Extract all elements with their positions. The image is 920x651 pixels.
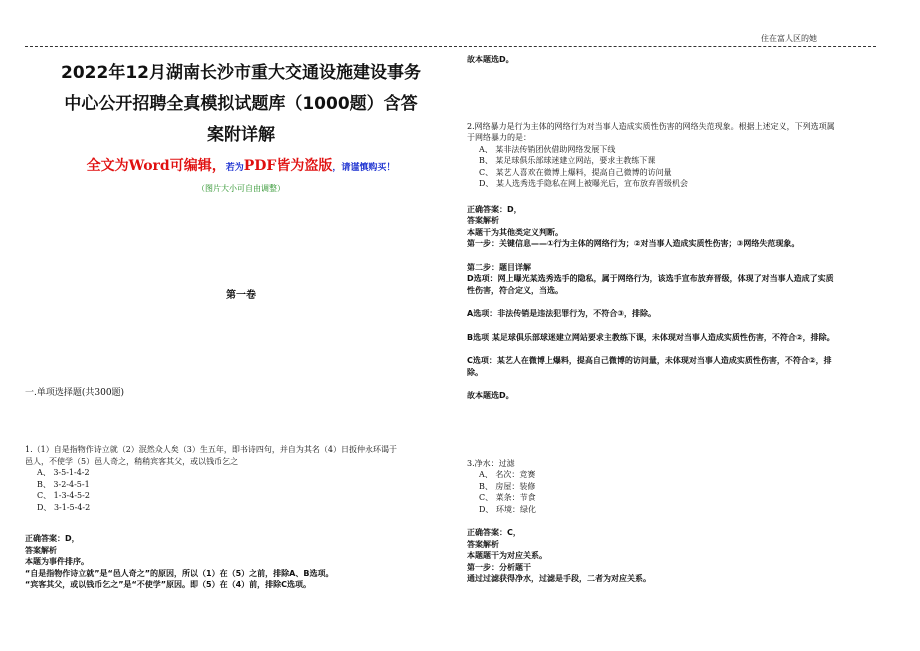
explanation-line: 本题题干为对应关系。: [467, 551, 547, 560]
page-header: [0, 0, 920, 48]
explanation-line: 除。: [467, 367, 483, 377]
correct-answer: 正确答案：D，: [467, 204, 522, 214]
analysis-label: 答案解析: [467, 216, 499, 225]
question-3: [467, 458, 897, 516]
option-c: C、 某艺人喜欢在微博上爆料，提高自己微博的访问量: [479, 167, 672, 177]
answer-block-2: [467, 204, 897, 402]
right-column: [467, 54, 897, 585]
option-d: D、 某人选秀选手隐私在网上被曝光后，宣布放弃晋级机会: [479, 179, 688, 188]
correct-answer: 正确答案：C，: [467, 528, 521, 537]
title-line: 中心公开招聘全真模拟试题库（1000题）含答: [64, 94, 418, 114]
analysis-label: 答案解析: [25, 545, 57, 555]
explanation-line: A选项：非法传销是违法犯罪行为，不符合③，排除。: [467, 309, 656, 318]
notice-pdf-pirated: PDF皆为盗版: [243, 158, 333, 174]
title-line: 案附详解: [207, 125, 275, 145]
explanation-line: 性伤害，符合定义，当选。: [467, 285, 563, 295]
section-heading: 一.单项选择题(共300题): [25, 388, 125, 398]
explanation-line: “宾客其父，或以钱币乞之”是“不使学”原因。即（5）在（4）前，排除C选项。: [25, 580, 312, 589]
explanation-line: “自是指物作诗立就”是“邑人奇之”的原因，所以（1）在（5）之前，排除A、B选项。: [25, 568, 334, 578]
notice-caution: ，请谨慎购买！: [332, 163, 396, 173]
question-stem: 邑人，不使学（5）邑人奇之，稍稍宾客其父，或以钱币乞之: [25, 456, 239, 466]
option-a: A、 名次：竞赛: [479, 470, 536, 479]
analysis-label: 答案解析: [467, 539, 499, 549]
explanation-line: B选项 某足球俱乐部球迷建立网站要求主教练下课，未体现对当事人造成实质性伤害，不符合②，排除。: [467, 332, 835, 342]
answer-block-3: [467, 527, 897, 585]
question-1: [25, 444, 457, 513]
option-b: B、 某足球俱乐部球迷建立网站，要求主教练下课: [479, 156, 656, 165]
title-line: 2022年12月湖南长沙市重大交通设施建设事务: [61, 63, 421, 83]
option-d: D、 3-1-5-4-2: [37, 502, 91, 512]
left-column: [25, 58, 457, 591]
explanation-line: C选项：某艺人在微博上爆料，提高自己微博的访问量，未体现对当事人造成实质性伤害，不符合②，排: [467, 356, 832, 365]
image-size-note: （图片大小可自由调整）: [197, 184, 285, 193]
option-b: B、 房屋：装修: [479, 481, 536, 491]
notice-if: 若为: [225, 163, 244, 173]
header-divider: [25, 46, 876, 47]
correct-answer: 正确答案：D，: [25, 534, 80, 543]
header-text: 住在富人区的她: [761, 34, 817, 43]
explanation-line: 第二步：题目详解: [467, 262, 531, 272]
explanation-line: 第一步：分析题干: [467, 562, 531, 572]
question-stem: 1.（1）自是指物作诗立就（2）泯然众人矣（3）生五年，即书诗四句，并自为其名（4）日扳仲永环谒于: [25, 445, 397, 454]
question-stem: 3.净水：过滤: [467, 458, 515, 468]
volume-heading: 第一卷: [226, 290, 256, 301]
explanation-line: 本题干为其他类定义判断。: [467, 227, 563, 237]
explanation-line: D选项：网上曝光某选秀选手的隐私，属于网络行为，该选手宣布放弃晋级，体现了对当事人造成了实质: [467, 274, 834, 283]
explanation-line: 通过过滤获得净水，过滤是手段，二者为对应关系。: [467, 574, 651, 583]
question-stem: 于网络暴力的是：: [467, 133, 531, 142]
continued-conclusion: 故本题选D。: [467, 55, 514, 64]
explanation-line: 本题为事件排序。: [25, 557, 89, 566]
option-b: B、 3-2-4-5-1: [37, 479, 90, 489]
piracy-notice: [25, 157, 457, 177]
answer-block-1: [25, 533, 457, 591]
option-a: A、 3-5-1-4-2: [37, 468, 90, 477]
notice-editable: 全文为Word可编辑，: [86, 158, 226, 174]
option-a: A、 某非法传销团伙借助网络发展下线: [479, 144, 616, 154]
question-stem: 2.网络暴力是行为主体的网络行为对当事人造成实质性伤害的网络失范现象。根据上述定义，下列选项属: [467, 121, 835, 131]
explanation-line: 第一步：关键信息——①行为主体的网络行为；②对当事人造成实质性伤害；③网络失范现象。: [467, 239, 800, 248]
document-title: [25, 58, 457, 151]
option-c: C、 菜条：节食: [479, 493, 536, 502]
option-c: C、 1-3-4-5-2: [37, 491, 90, 500]
question-2: [467, 121, 897, 190]
conclusion: 故本题选D。: [467, 391, 514, 400]
option-d: D、 环境：绿化: [479, 504, 536, 514]
